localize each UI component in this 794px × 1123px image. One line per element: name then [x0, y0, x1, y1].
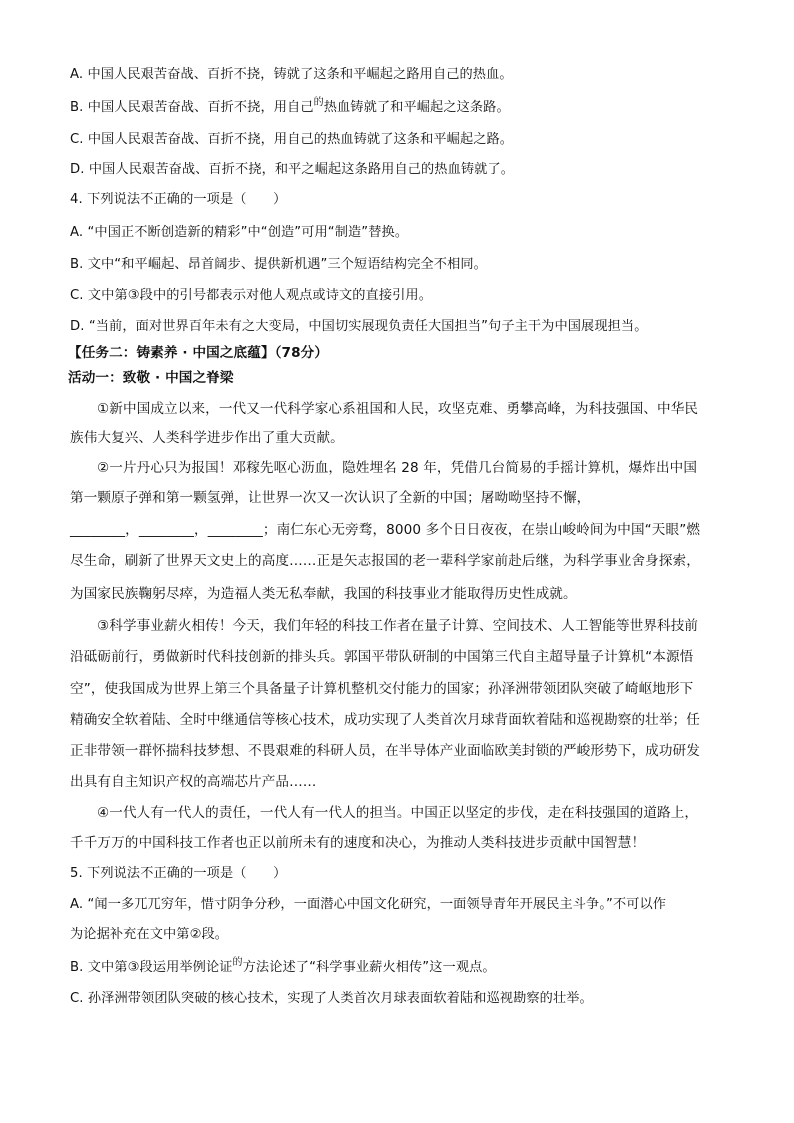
passage-line: 千千万万的中国科技工作者也正以前所未有的速度和决心，为推动人类科技进步贡献中国智慧！ [70, 835, 646, 851]
q4-stem: 4. 下列说法不正确的一项是（ ） [70, 192, 287, 207]
passage-line: 族伟大复兴、人类科学进步作出了重大贡献。 [70, 430, 344, 446]
option-text: 方法论述了“科学事业薪火相传”这一观点。 [242, 960, 496, 975]
passage-line: ③科学事业薪火相传！今天，我们年轻的科技工作者在量子计算、空间技术、人工智能等世界科技前 [97, 618, 699, 634]
activity1-heading: 活动一：致敬 · 中国之脊梁 [68, 370, 234, 386]
option-superscript: 的 [313, 97, 324, 108]
q3-option-c [70, 131, 513, 149]
q5-option-b [70, 959, 496, 978]
q5-option-a-line1: A. “闻一多兀兀穷年，惜寸阴争分秒，一面潜心中国文化研究，一面领导青年开展民主斗争。”不可以作 [70, 897, 667, 912]
q3-option-d [70, 161, 514, 179]
passage-line: ②一片丹心只为报国！邓稼先呕心沥血，隐姓埋名 28 年，凭借几台简易的手摇计算机，爆炸出中国 [97, 460, 698, 476]
option-text: B. 中国人民艰苦奋战、百折不挠，用自己 [70, 100, 314, 115]
q4-option-c: C. 文中第③段中的引号都表示对他人观点或诗文的直接引用。 [70, 288, 432, 303]
passage-line: 尽生命，刷新了世界天文史上的高度……正是矢志报国的老一辈科学家前赴后继，为科学事业舍身探索， [70, 553, 700, 569]
option-text: D. 中国人民艰苦奋战、百折不挠，和平之崛起这条路用自己的热血铸就了。 [70, 162, 515, 177]
option-text: C. 中国人民艰苦奋战、百折不挠，用自己的热血铸就了这条和平崛起之路。 [70, 132, 514, 147]
q4-option-d: D. “当前，面对世界百年未有之大变局，中国切实展现负责任大国担当”句子主干为中国展现担当。 [70, 319, 648, 334]
passage-line: 沿砥砺前行，勇做新时代科技创新的排头兵。郭国平带队研制的中国第三代自主超导量子计算机“本源悟 [70, 649, 694, 665]
q3-option-b [70, 99, 510, 118]
q5-stem: 5. 下列说法不正确的一项是（ ） [70, 866, 287, 881]
q3-option-a [70, 66, 513, 84]
passage-line: ④一代人有一代人的责任，一代人有一代人的担当。中国正以坚定的步伐，走在科技强国的道路上， [97, 805, 699, 821]
passage-line: 精确安全软着陆、全时中继通信等核心技术，成功实现了人类首次月球背面软着陆和巡视勘察的壮举；任 [70, 712, 700, 728]
passage-line: ①新中国成立以来，一代又一代科学家心系祖国和人民，攻坚克难、勇攀高峰，为科技强国、中华民 [97, 401, 699, 417]
option-text: A. 中国人民艰苦奋战、百折不挠，铸就了这条和平崛起之路用自己的热血。 [70, 67, 513, 82]
q4-option-a: A. “中国正不断创造新的精彩”中“创造”可用“制造”替换。 [70, 225, 409, 240]
passage-line: 为国家民族鞠躬尽瘁，为造福人类无私奉献，我国的科技事业才能取得历史性成就。 [70, 586, 577, 602]
task2-heading: 【任务二：铸素养 · 中国之底蕴】（78分） [68, 345, 329, 361]
passage-line: ________，________，________；南仁东心无旁骛，8000 多个日日夜夜，在崇山峻岭间为中国“天眼”燃 [70, 522, 701, 538]
passage-line: 正非带领一群怀揣科技梦想、不畏艰难的科研人员，在半导体产业面临欧美封锁的严峻形势下，成功研发 [70, 743, 700, 759]
option-text: B. 文中第③段运用举例论证 [70, 960, 233, 975]
q4-option-b: B. 文中“和平崛起、昂首阔步、提供新机遇”三个短语结构完全不相同。 [70, 257, 487, 272]
option-text: 热血铸就了和平崛起之这条路。 [323, 100, 510, 115]
passage-line: 第一颗原子弹和第一颗氢弹，让世界一次又一次认识了全新的中国；屠呦呦坚持不懈， [70, 490, 591, 506]
q5-option-a-line2: 为论据补充在文中第②段。 [70, 927, 229, 942]
option-superscript: 的 [232, 957, 243, 968]
passage-line: 出具有自主知识产权的高端芯片产品…… [70, 774, 317, 790]
q5-option-c: C. 孙泽洲带领团队突破的核心技术，实现了人类首次月球表面软着陆和巡视勘察的壮举。 [70, 991, 593, 1006]
passage-line: 空”，使我国成为世界上第三个具备量子计算机整机交付能力的国家；孙泽洲带领团队突破了崎岖地形下 [70, 681, 694, 697]
